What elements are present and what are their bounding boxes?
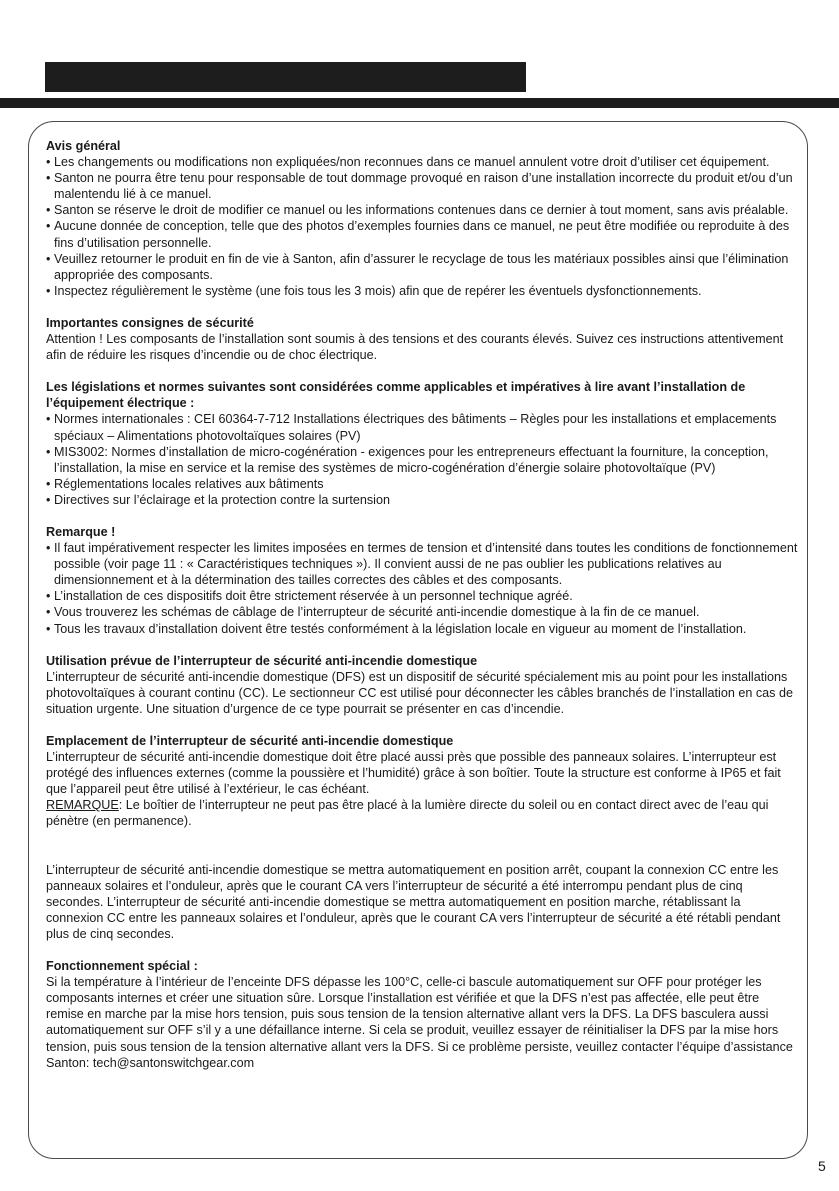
section-intended-use [46,653,798,717]
bullet-list [46,411,798,508]
blank-heading-space [46,846,798,862]
section-heading: Remarque ! [46,524,116,539]
list-item: • Normes internationales : CEI 60364-7-712 Installations électriques des bâtiments – Règles pour les installations et emplacements spéciaux – Alimentations photovoltaïques solaires (PV) [46,411,798,443]
paragraph: L’interrupteur de sécurité anti-incendie domestique (DFS) est un dispositif de sécurité spécialement mis au point pour les installations photovoltaïques à courant continu (CC). Le sectionneur CC est utilisé pour déconnecter les câbles branchés de l’installation en cas de situation urgente. Une situation d’urgence de ce type pourrait se présenter en cas d’incendie. [46,669,793,716]
list-item: • Vous trouverez les schémas de câblage de l’interrupteur de sécurité anti-incendie domestique à la fin de ce manuel. [46,604,798,620]
list-item: • Inspectez régulièrement le système (une fois tous les 3 mois) afin que de repérer les éventuels dysfonctionnements. [46,283,798,299]
section-heading: Emplacement de l’interrupteur de sécurité anti-incendie domestique [46,734,454,748]
list-item: • Aucune donnée de conception, telle que des photos d’exemples fournies dans ce manuel, ne peut être modifiée ou reproduite à des fins d’utilisation personnelle. [46,218,798,250]
list-item: • Les changements ou modifications non expliquées/non reconnues dans ce manuel annulent votre droit d’utiliser cet équipement. [46,154,798,170]
note-text: : Le boîtier de l’interrupteur ne peut pas être placé à la lumière directe du soleil ou en contact direct avec de l’eau qui pénètre (en permanence). [46,798,769,829]
page-content [46,138,798,1087]
section-location [46,733,798,830]
note-label: REMARQUE [46,798,119,813]
section-safety-instructions [46,315,798,363]
list-item: • Veuillez retourner le produit en fin de vie à Santon, afin d’assurer le recyclage de tous les matériaux possibles ainsi que l’élimination appropriée des composants. [46,251,798,283]
list-item: • MIS3002: Normes d’installation de micro-cogénération - exigences pour les entrepreneurs effectuant la fourniture, la conception, l’installation, la mise en service et la remise des systèmes de micro-cogénération d’énergie solaire photovoltaïque (PV) [46,444,798,476]
section-heading: Fonctionnement spécial : [46,959,198,974]
paragraph: L’interrupteur de sécurité anti-incendie domestique doit être placé aussi près que possible des panneaux solaires. L’interrupteur est protégé des influences externes (comme la poussière et l’humidité) grâce à son boîtier. Toute la structure est conforme à IP65 et fait que l’appareil peut être utilisé à l’extérieur, le cas échéant. [46,750,781,797]
bullet-list [46,154,798,299]
paragraph: L’interrupteur de sécurité anti-incendie domestique se mettra automatiquement en position arrêt, coupant la connexion CC entre les panneaux solaires et l’onduleur, après que le courant CA vers l’interrupteur de sécurité a été interrompu pendant plus de cinq secondes. L’interrupteur de sécurité anti-incendie domestique se mettra automatiquement en position marche, rétablissant la connexion CC entre les panneaux solaires et l’onduleur, après que le courant CA vers l’interrupteur de sécurité a été rétabli pendant plus de cinq secondes. [46,862,781,941]
section-special-operation [46,958,798,1071]
section-automatic-switching [46,862,798,942]
list-item: • Réglementations locales relatives aux bâtiments [46,476,798,492]
paragraph: Si la température à l’intérieur de l’enceinte DFS dépasse les 100°C, celle-ci bascule automatiquement sur OFF pour protéger les composants internes et créer une situation sûre. Lorsque l’installation est vérifiée et que la DFS n’est pas affectée, elle peut être remise en marche par la mise hors tension, puis sous tension de la tension alternative allant vers la DFS. La DFS basculera aussi automatiquement sur OFF s’il y a une défaillance interne. Si cela se produit, veuillez essayer de réinitialiser la DFS par la mise hors tension, puis sous tension de la tension alternative allant vers la DFS. Si ce problème persiste, veuillez contacter l’équipe d’assistance Santon: tech@santonswitchgear.com [46,975,793,1070]
header-rule [0,98,839,108]
section-general-notice [46,138,798,299]
paragraph: Attention ! Les composants de l’installation sont soumis à des tensions et des courants élevés. Suivez ces instructions attentivement afin de réduire les risques d’incendie ou de choc électrique. [46,332,784,363]
section-heading: Utilisation prévue de l’interrupteur de sécurité anti-incendie domestique [46,653,478,668]
list-item: • Santon ne pourra être tenu pour responsable de tout dommage provoqué en raison d’une installation incorrecte du produit et/ou d’un malentendu lié à ce manuel. [46,170,798,202]
list-item: • Tous les travaux d’installation doivent être testés conformément à la législation locale en vigueur au moment de l’installation. [46,621,798,637]
section-heading: Avis général [46,139,121,153]
list-item: • L’installation de ces dispositifs doit être strictement réservée à un personnel technique agréé. [46,588,798,604]
note-paragraph [46,797,798,829]
section-remark [46,524,798,637]
header-title-bar [45,62,526,92]
section-standards [46,379,798,508]
list-item: • Directives sur l’éclairage et la protection contre la surtension [46,492,798,508]
bullet-list [46,540,798,637]
page-number: 5 [818,1158,826,1174]
section-heading: Importantes consignes de sécurité [46,315,254,330]
list-item: • Santon se réserve le droit de modifier ce manuel ou les informations contenues dans ce dernier à tout moment, sans avis préalable. [46,202,798,218]
section-heading: Les législations et normes suivantes sont considérées comme applicables et impératives à lire avant l’installation de l’équipement électrique : [46,380,746,411]
list-item: • Il faut impérativement respecter les limites imposées en termes de tension et d’intensité dans toutes les conditions de fonctionnement possible (voir page 11 : « Caractéristiques techniques »). Il convient aussi de ne pas oublier les publications relatives au dimensionnement et à la détermination des tailles correctes des câbles et des composants. [46,540,798,588]
